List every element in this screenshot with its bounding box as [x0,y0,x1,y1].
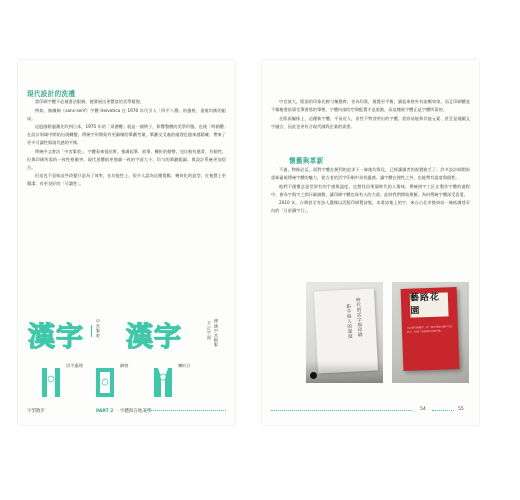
printed-poem-photo [306,282,383,383]
paragraph: 例如，無襯線（sans-serif）字體 Helvetica 在 1970 年代引入「四平八穩」的風格，重視均衡的組成。 [27,107,226,121]
footer-part [96,408,151,414]
flared-stroke-icon [152,367,174,398]
left-page [18,60,235,425]
square-label: 方正字面 [207,321,212,340]
part-number: PART 2 [96,409,114,414]
grid-stroke-icon [94,367,116,398]
section-heading: 現代設計的洗禮 [27,90,76,98]
modern-glyphs: 漢字 [126,322,182,353]
book-title: 藝路花園 [409,292,441,317]
grid-label: 網格 [120,363,129,368]
left-body-text [27,98,226,189]
glyph-comparison-illustration [28,317,230,437]
paragraph: 但這也不意味這些改變只是為了效率，在功能性上，很多人認為這種寬鬆、幾何化的造型，在視覺上更簡潔、有更良好的「可讀性」。 [27,173,226,186]
footer-section-title: 字型散步 [27,409,45,414]
palace-label: 中宮緊收 [96,319,101,338]
footer-dotted-rule [144,410,226,411]
paragraph: 不過，物極必反，面對字體在便利的追求下一昧地均質化，已經讓讀者的視覺疲乏了。許多設計師開始重新審視傳統字體的魅力，從古老的活字印刷中尋找靈感，讓字體在理性之外，也能帶有溫度與個性。 [271,167,470,180]
poem-title: 時代的活字與印刷 [355,297,363,338]
bookmark-icon [310,372,317,379]
paragraph: 在版面編排上，這種新字體，平易近人，但性不特別突出的字體，很容易能和其他元素、甚至是地圖文字融合，因此也更符合現代國際企業的需要。 [271,115,470,129]
paragraph: 當印刷字體不必被書法限制，便發展出更豐富的美學樣貌。 [35,99,144,104]
paragraph: 中宮放大，版面的印象比較勻稱整齊，更為均質，視覺更平衡，讀起來格外有流暢效果。而且印刷體並不像楷書依靠毛筆書寫的筆勢，字體內部的空間配置才是重點，而這種新字體正是字體所需的。 [271,99,470,112]
cut-label: 切平處理 [66,363,83,368]
part-subtitle: 字體與在地美學 [119,409,152,414]
book-cover [401,287,460,371]
right-body-text-bottom [271,166,470,216]
photo-shadow [306,361,383,383]
right-page [262,60,479,425]
open-label: 喇叭口 [178,363,191,368]
footer-dotted-rule [271,410,411,411]
page-number-left: 54 [420,407,426,412]
cut-stroke-icon [40,367,62,398]
section-heading: 懷舊與革新 [289,157,324,165]
book-blurb: 以活版印刷製作，每一個字都取自鑄字行的鉛字，保留了最純粹的印刷手感。 [406,325,453,334]
book-author: 著 [428,316,432,321]
pointer-line [91,325,92,337]
book-title-label [409,292,449,321]
paragraph: 2010 年，台灣甚至有詩人選擇以活版印刷製詩集，本書詩集上的字，來自台北市後車站一條低調巷弄內的「日星鑄字行」。 [271,200,470,213]
modern-label: 傳統中宮較緊 [214,319,219,348]
page-number-right: 55 [458,407,464,412]
footer-dotted-rule-short [432,410,454,411]
poem-line: 鉛字與人的溫度 [345,303,353,339]
paragraph: 他們不僅懷念造型原有的手感與溫度，也想找回那個時代的人情味，傳統鉛字工匠在製作字體的過程中，會為字與字之間仔細調整，讓印刷字體也保有人的力道。此時我們開始理解，為何傳統字體深受喜愛。 [271,183,470,197]
traditional-glyphs: 漢字 [28,322,84,353]
right-body-text-top [271,98,470,131]
paragraph: 這股國際風潮先吹到日本，1975 年的「哥德體」就是一個例子，影響整體的美學形態，也使「明朝體」在設計領域中開始出現轉變。傳統字形開始有更細緻的筆劃考量，筆劃交叉處的處理也越來越精確，帶來了更多可讀性與現代感的平衡。 [27,124,226,145]
paragraph: 傳統中文書法「中宮緊收」，字體看來很結實，強調起筆、收筆、轉折的動勢，也比較有風骨、有個性，但與印刷所需的一致性相衝突。現代黑體則更強調一致的字面大小、均勻的筆劃粗細，與設計系統更加契合。 [27,148,226,170]
red-book-photo [392,282,469,383]
